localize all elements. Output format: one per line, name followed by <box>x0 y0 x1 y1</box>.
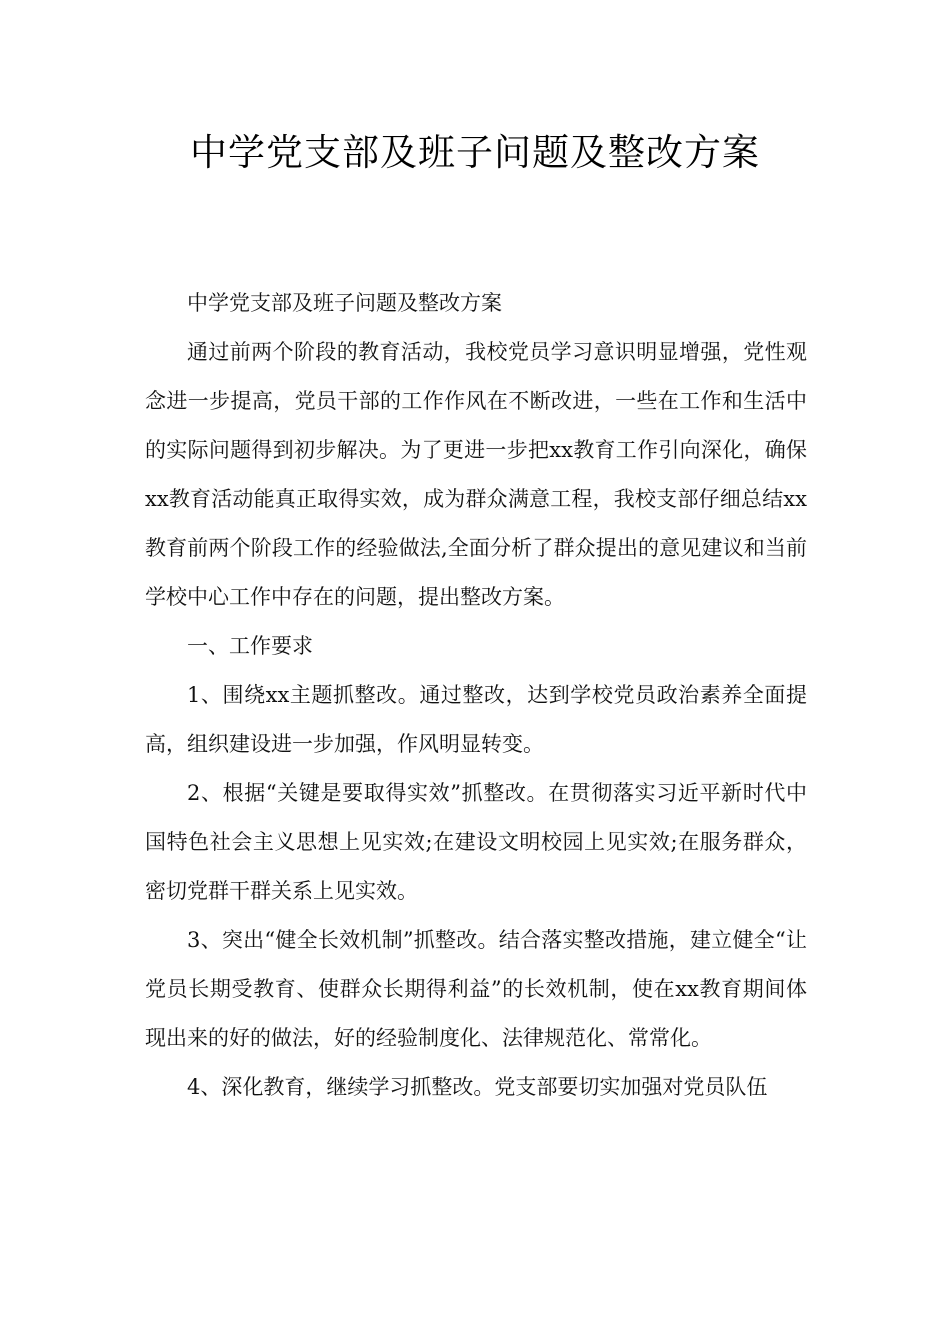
requirement-paragraph-2: 2、根据“关键是要取得实效”抓整改。在贯彻落实习近平新时代中国特色社会主义思想上见实效;在建设文明校园上见实效;在服务群众，密切党群干群关系上见实效。 <box>145 781 807 903</box>
intro-paragraph: 通过前两个阶段的教育活动，我校党员学习意识明显增强，党性观念进一步提高，党员干部的工作作风在不断改进，一些在工作和生活中的实际问题得到初步解决。为了更进一步把xx教育工作引向深化，确保xx教育活动能真正取得实效，成为群众满意工程，我校支部仔细总结xx教育前两个阶段工作的经验做法,全面分析了群众提出的意见建议和当前学校中心工作中存在的问题，提出整改方案。 <box>145 340 807 609</box>
requirement-paragraph-3: 3、突出“健全长效机制”抓整改。结合落实整改措施，建立健全“让党员长期受教育、使群众长期得利益”的长效机制，使在xx教育期间体现出来的好的做法，好的经验制度化、法律规范化、常常化。 <box>145 928 807 1050</box>
section-heading: 一、工作要求 <box>187 634 313 658</box>
document-title: 中学党支部及班子问题及整改方案 <box>190 131 760 174</box>
subtitle-paragraph: 中学党支部及班子问题及整改方案 <box>187 291 502 315</box>
requirement-paragraph-4: 4、深化教育，继续学习抓整改。党支部要切实加强对党员队伍 <box>187 1075 768 1099</box>
requirement-paragraph-1: 1、围绕xx主题抓整改。通过整改，达到学校党员政治素养全面提高，组织建设进一步加强，作风明显转变。 <box>145 683 807 756</box>
document-body <box>145 279 807 1112</box>
